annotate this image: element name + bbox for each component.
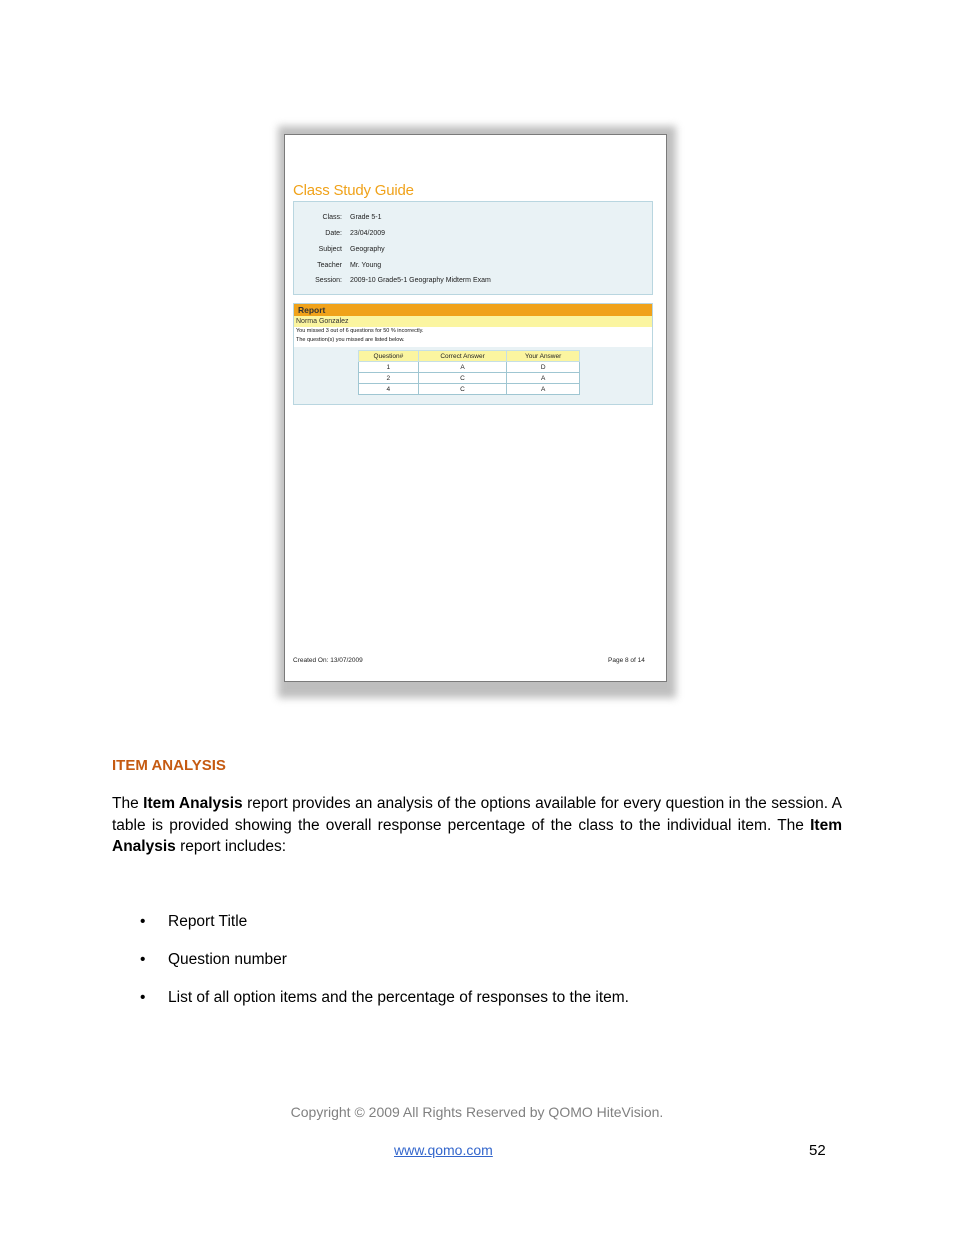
created-on: Created On: 13/07/2009 xyxy=(293,657,363,664)
table-row xyxy=(359,362,580,373)
table-row xyxy=(359,384,580,395)
table-cell: C xyxy=(418,373,507,384)
list-item-text: Report Title xyxy=(168,913,248,930)
bullet-icon: • xyxy=(140,989,146,1006)
table-cell: D xyxy=(507,362,580,373)
info-key: Date: xyxy=(325,230,342,237)
column-header: Correct Answer xyxy=(418,351,507,362)
info-value: 23/04/2009 xyxy=(350,230,386,237)
class-info-box xyxy=(293,201,653,295)
bullet-icon: • xyxy=(140,951,146,968)
list-item xyxy=(140,913,247,931)
list-item-text: Question number xyxy=(168,951,287,968)
info-key: Class: xyxy=(322,214,342,221)
page-number: 52 xyxy=(809,1142,826,1159)
website-link[interactable]: www.qomo.com xyxy=(394,1142,493,1158)
table-cell: 2 xyxy=(359,373,419,384)
table-row xyxy=(359,373,580,384)
info-value: 2009-10 Grade5-1 Geography Midterm Exam xyxy=(350,277,491,284)
info-key: Session: xyxy=(315,277,342,284)
info-key: Subject xyxy=(318,246,342,253)
summary-line: The question(s) you missed are listed below. xyxy=(294,336,652,347)
para-text: The xyxy=(112,795,144,812)
report-title: Class Study Guide xyxy=(293,182,414,199)
para-text: report provides an analysis of the options available for every question in the session. A table is provided showing the overall response percentage of the class to the individual item. The xyxy=(112,795,843,834)
table-header-row xyxy=(359,351,580,362)
list-item xyxy=(140,989,629,1007)
student-name: Norma Gonzalez xyxy=(294,316,652,327)
para-text: report includes: xyxy=(175,838,287,855)
table-cell: A xyxy=(507,373,580,384)
column-header: Question# xyxy=(359,351,419,362)
bullet-icon: • xyxy=(140,913,146,930)
page-info: Page 8 of 14 xyxy=(608,657,645,664)
table-cell: 4 xyxy=(359,384,419,395)
bold-term: Item Analysis xyxy=(112,816,842,855)
info-key: Teacher xyxy=(317,262,342,269)
copyright-notice: Copyright © 2009 All Rights Reserved by QOMO HiteVision. xyxy=(290,1104,664,1120)
table-cell: 1 xyxy=(359,362,419,373)
list-item-text: List of all option items and the percentage of responses to the item. xyxy=(168,989,629,1006)
report-box xyxy=(293,303,653,405)
table-cell: C xyxy=(418,384,507,395)
column-header: Your Answer xyxy=(507,351,580,362)
info-value: Geography xyxy=(350,246,385,253)
missed-questions-table xyxy=(358,350,580,395)
section-paragraph xyxy=(112,793,842,858)
info-value: Mr. Young xyxy=(350,262,382,269)
table-cell: A xyxy=(507,384,580,395)
report-heading: Report xyxy=(294,304,652,316)
summary-line: You missed 3 out of 6 questions for 50 % incorrectly. xyxy=(294,327,652,338)
section-heading: ITEM ANALYSIS xyxy=(112,757,226,774)
table-cell: A xyxy=(418,362,507,373)
bold-term: Item Analysis xyxy=(143,795,243,812)
report-screenshot xyxy=(284,134,667,682)
list-item xyxy=(140,951,287,969)
info-value: Grade 5-1 xyxy=(350,214,382,221)
